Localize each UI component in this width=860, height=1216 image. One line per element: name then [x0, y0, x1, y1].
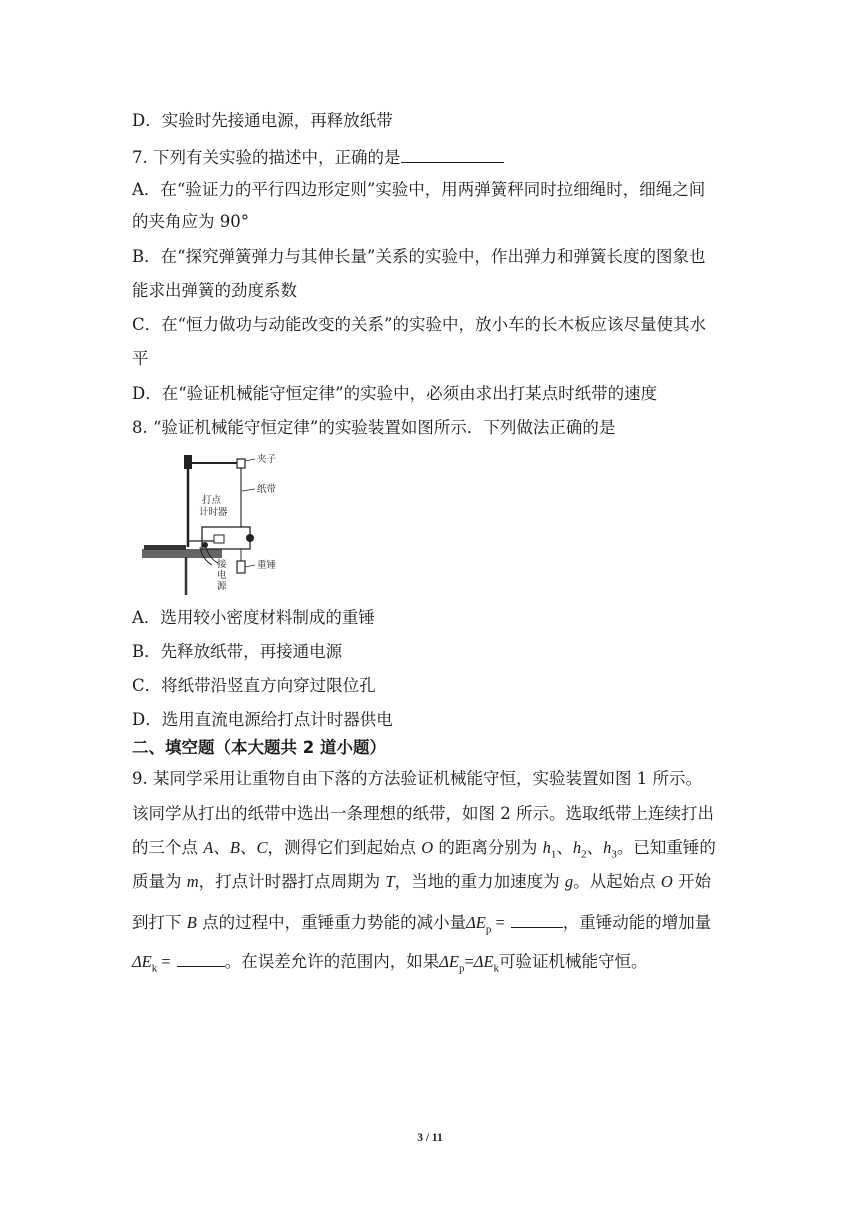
var-h1: h [542, 838, 551, 857]
label-power-1: 接 [217, 559, 227, 570]
q8-option-d: D．选用直流电源给打点计时器供电 [132, 710, 393, 729]
apparatus-figure [140, 449, 310, 595]
label-timer-1: 打点 [202, 495, 222, 506]
blank-delta-ek [177, 950, 225, 967]
text: 点的过程中，重锤重力势能的减小量 [196, 913, 467, 932]
q9-line6 [132, 950, 648, 978]
section-heading: 二、填空题（本大题共 2 道小题） [132, 738, 386, 757]
base-plate [144, 545, 186, 550]
text: 到打下 [132, 913, 187, 932]
label-tape: 纸带 [257, 484, 277, 495]
q7-option-b-line1: B．在“探究弹簧弹力与其伸长量”关系的实验中，作出弹力和弹簧长度的图象也 [132, 247, 706, 266]
text: ，打点计时器打点周期为 [198, 872, 386, 891]
sub-2: 2 [581, 848, 587, 861]
text: 的三个点 [132, 838, 204, 857]
text: 的距离分别为 [433, 838, 543, 857]
weight [237, 561, 245, 573]
text: ，测得它们到起始点 [267, 838, 422, 857]
delta-e: ΔE [466, 913, 486, 932]
clamp-body [237, 459, 245, 468]
q9-line5 [132, 911, 711, 939]
var-b: B [229, 838, 240, 857]
text: 。已知重锤的 [616, 838, 716, 857]
sub-3: 3 [611, 848, 617, 861]
text: ，重锤动能的增加量 [562, 913, 712, 932]
sub-p: p [485, 923, 492, 936]
text: 质量为 [132, 872, 187, 891]
timer-knob [246, 534, 254, 542]
q9-line1: 9. 某同学采用让重物自由下落的方法验证机械能守恒，实验装置如图 1 所示。 [132, 769, 702, 788]
q6-option-d: D．实验时先接通电源，再释放纸带 [132, 111, 393, 130]
var-m: m [186, 872, 199, 891]
equals: = [464, 952, 474, 971]
equals: = [157, 952, 171, 971]
label-timer-2: 计时器 [199, 507, 228, 518]
q8-stem: 8. “验证机械能守恒定律”的实验装置如图所示．下列做法正确的是 [132, 418, 616, 437]
text: ，当地的重力加速度为 [394, 872, 565, 891]
q7-option-c-line1: C．在“恒力做功与动能改变的关系”的实验中，放小车的长木板应该尽量使其水 [132, 315, 706, 334]
q7-answer-blank [401, 146, 504, 163]
text: 、 [586, 838, 604, 857]
delta-e: ΔE [439, 952, 459, 971]
leader-weight [245, 565, 255, 567]
q9-line2: 该同学从打出的纸带中选出一条理想的纸带，如图 2 所示。选取纸带上连续打出 [132, 804, 714, 823]
terminal [202, 542, 208, 548]
label-weight: 重锤 [257, 560, 277, 571]
q8-option-a: A．选用较小密度材料制成的重锤 [132, 608, 375, 627]
text: 、 [556, 838, 573, 857]
sub-k: k [493, 962, 500, 975]
sub-p: p [458, 962, 465, 975]
var-b: B [186, 913, 197, 932]
text: 、 [239, 838, 257, 857]
page-number: 3 / 11 [417, 1132, 443, 1144]
var-h2: h [572, 838, 582, 857]
var-o: O [421, 838, 434, 857]
text: 可验证机械能守恒。 [499, 952, 648, 971]
delta-e: ΔE [473, 952, 494, 971]
q9-line3 [132, 838, 716, 864]
sub-k: k [151, 962, 158, 975]
text: 。从起始点 [573, 872, 661, 891]
q7-option-c-line2: 平 [132, 349, 149, 368]
var-c: C [256, 838, 268, 857]
text: 开始 [672, 872, 712, 891]
equals: = [491, 913, 505, 932]
q7-option-a-line2: 的夹角应为 90° [132, 212, 249, 231]
q8-option-b: B．先释放纸带，再接通电源 [132, 642, 343, 661]
label-power-2: 电 [217, 570, 227, 581]
var-h3: h [603, 838, 612, 857]
q9-line4 [132, 872, 711, 892]
label-power-3: 源 [217, 581, 227, 592]
var-g: g [564, 872, 574, 891]
var-a: A [203, 838, 214, 857]
blank-delta-ep [511, 911, 563, 928]
text: 。在误差允许的范围内，如果 [224, 952, 440, 971]
timer-body [202, 527, 250, 549]
delta-e: ΔE [132, 952, 152, 971]
q7-text: 7. 下列有关实验的描述中，正确的是 [132, 148, 401, 167]
q7-option-b-line2: 能求出弹簧的劲度系数 [132, 281, 297, 300]
q8-option-c: C．将纸带沿竖直方向穿过限位孔 [132, 676, 376, 695]
q7-stem [132, 146, 504, 168]
var-o: O [660, 872, 673, 891]
leader-tape [242, 489, 255, 491]
leader-clamp [245, 459, 255, 461]
timer-coil [214, 535, 224, 543]
q7-option-d: D．在“验证机械能守恒定律”的实验中，必须由求出打某点时纸带的速度 [132, 384, 658, 403]
sub-1: 1 [550, 848, 557, 861]
label-clamp: 夹子 [257, 454, 277, 465]
q7-option-a-line1: A．在“验证力的平行四边形定则”实验中，用两弹簧秤同时拉细绳时，细绳之间 [132, 180, 706, 199]
var-t: T [385, 872, 395, 891]
text: 、 [213, 838, 230, 857]
